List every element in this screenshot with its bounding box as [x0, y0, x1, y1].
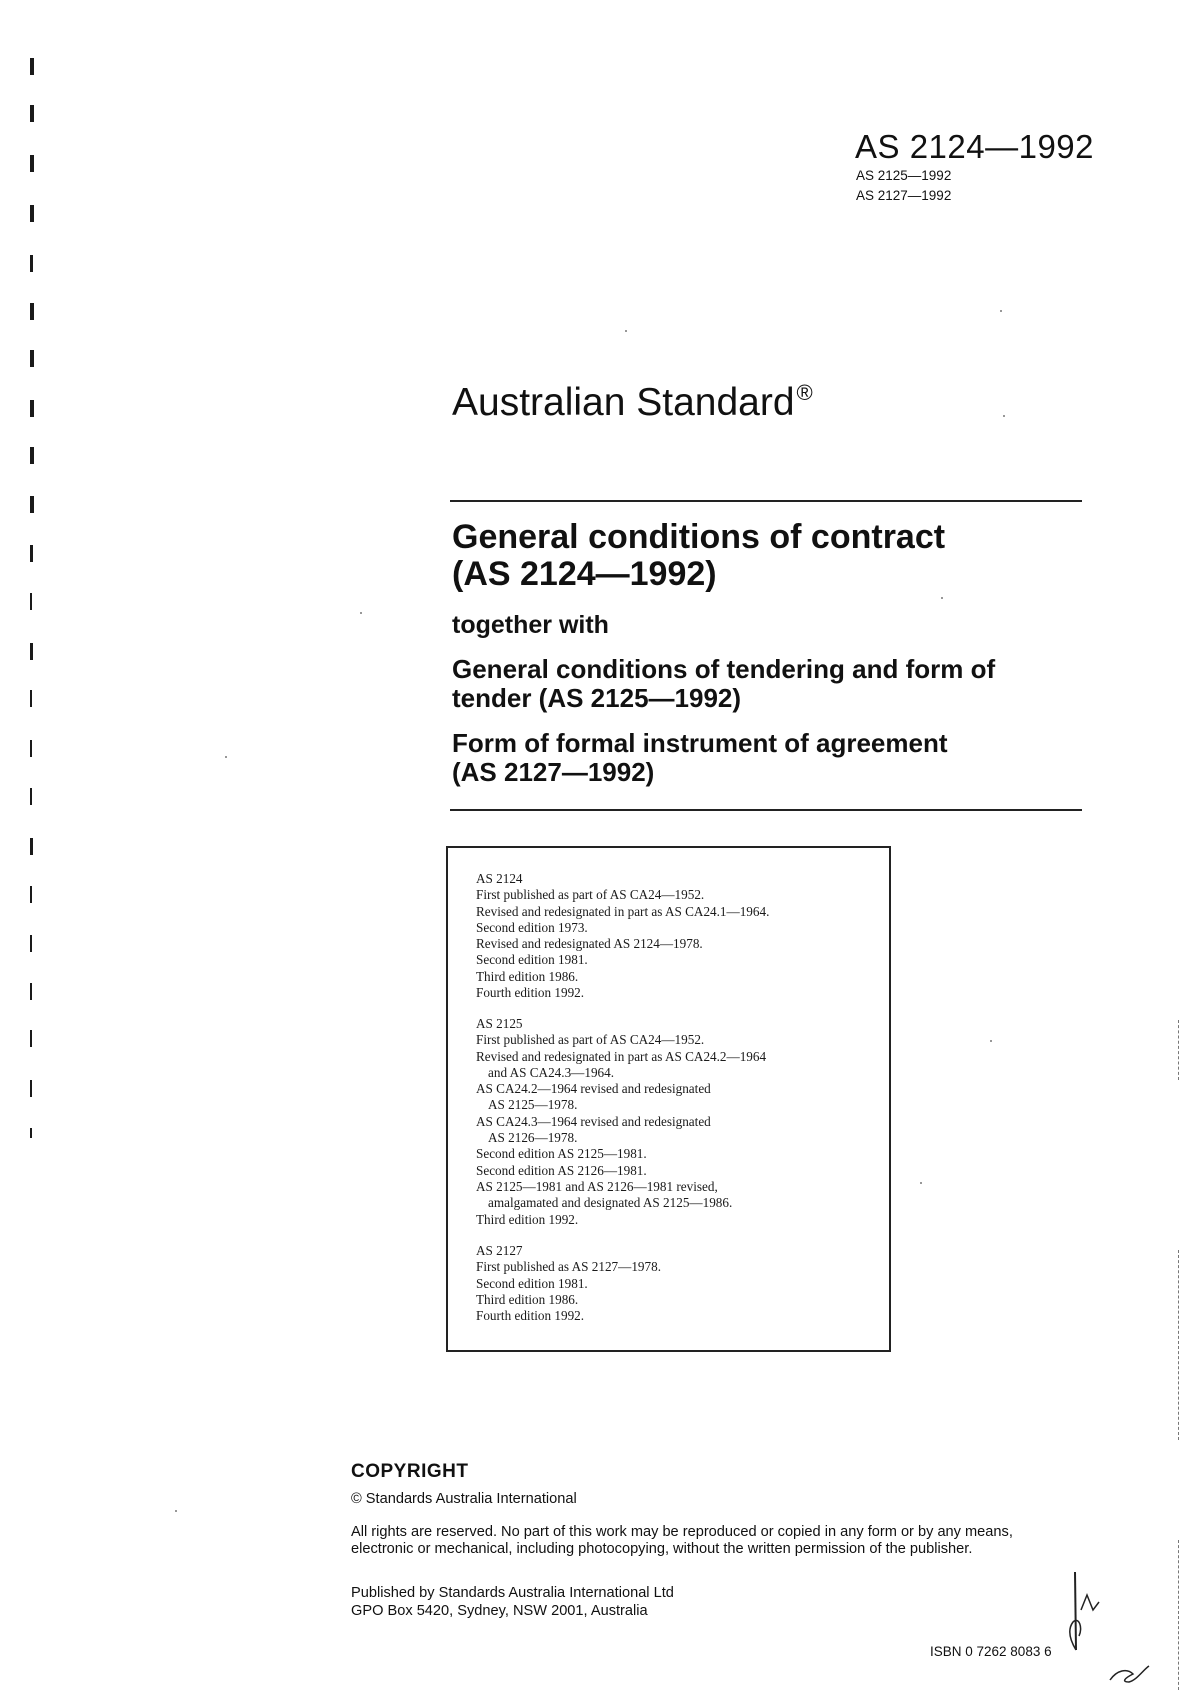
history-line: Second edition 1981. — [476, 1275, 588, 1291]
history-line: Revised and redesignated in part as AS CA24.2—1964 — [476, 1048, 767, 1064]
history-line: First published as part of AS CA24—1952. — [476, 887, 705, 903]
brand-name: Australian Standard — [452, 381, 795, 424]
copyright-owner: © Standards Australia International — [351, 1491, 577, 1507]
history-line: Third edition 1992. — [476, 1211, 579, 1227]
history-line: AS 2127 — [476, 1243, 523, 1258]
history-line: AS CA24.3—1964 revised and redesignated — [476, 1113, 711, 1129]
third-title — [452, 729, 948, 787]
history-as2125 — [476, 1016, 886, 1228]
main-title-line: (AS 2124—1992) — [452, 555, 717, 593]
handwritten-mark-icon — [1065, 1570, 1155, 1690]
copyright-notice: All rights are reserved. No part of this work may be reproduced or copied in any form or by any means, electronic or mechanical, including photocopying, without the written permission of the publisher. — [351, 1524, 1013, 1557]
publisher-address: GPO Box 5420, Sydney, NSW 2001, Australia — [351, 1603, 648, 1619]
publication-history-box — [446, 846, 891, 1352]
history-line: Fourth edition 1992. — [476, 985, 585, 1001]
history-line: Revised and redesignated in part as AS CA24.1—1964. — [476, 903, 770, 919]
divider — [450, 500, 1082, 502]
history-line: AS CA24.2—1964 revised and redesignated — [476, 1081, 711, 1097]
third-title-line: Form of formal instrument of agreement — [452, 728, 948, 758]
history-line: Fourth edition 1992. — [476, 1308, 585, 1324]
history-line: Second edition AS 2125—1981. — [476, 1146, 647, 1162]
third-title-line: (AS 2127—1992) — [452, 757, 655, 787]
divider — [450, 809, 1082, 811]
history-line: Second edition 1981. — [476, 952, 588, 968]
history-line: First published as part of AS CA24—1952. — [476, 1032, 705, 1048]
history-line: Second edition AS 2126—1981. — [476, 1162, 647, 1178]
history-line: amalgamated and designated AS 2125—1986. — [488, 1195, 733, 1211]
history-line: and AS CA24.3—1964. — [488, 1064, 615, 1080]
main-title-line: General conditions of contract — [452, 518, 946, 556]
brand-title — [452, 380, 813, 425]
related-standard: AS 2125—1992 — [856, 168, 952, 183]
history-line: AS 2125 — [476, 1016, 523, 1031]
history-as2127 — [476, 1243, 886, 1324]
connector-text: together with — [452, 611, 609, 639]
history-line: AS 2124 — [476, 871, 523, 886]
history-line: Revised and redesignated AS 2124—1978. — [476, 936, 703, 952]
main-title — [452, 519, 945, 593]
second-title-line: tender (AS 2125—1992) — [452, 683, 742, 713]
standard-number: AS 2124—1992 — [855, 128, 1095, 165]
publisher-name: Published by Standards Australia International Ltd — [351, 1585, 674, 1601]
history-line: AS 2125—1981 and AS 2126—1981 revised, — [476, 1178, 718, 1194]
history-line: Second edition 1973. — [476, 919, 588, 935]
copyright-heading: COPYRIGHT — [351, 1461, 469, 1482]
history-line: Third edition 1986. — [476, 1291, 579, 1307]
history-as2124 — [476, 871, 886, 1001]
history-line: AS 2126—1978. — [488, 1130, 578, 1146]
isbn: ISBN 0 7262 8083 6 — [930, 1644, 1052, 1659]
history-line: AS 2125—1978. — [488, 1097, 578, 1113]
second-title-line: General conditions of tendering and form of — [452, 654, 996, 684]
history-line: First published as AS 2127—1978. — [476, 1259, 662, 1275]
history-line: Third edition 1986. — [476, 968, 579, 984]
registered-mark: ® — [796, 380, 813, 405]
related-standard: AS 2127—1992 — [856, 188, 952, 203]
second-title — [452, 655, 995, 713]
